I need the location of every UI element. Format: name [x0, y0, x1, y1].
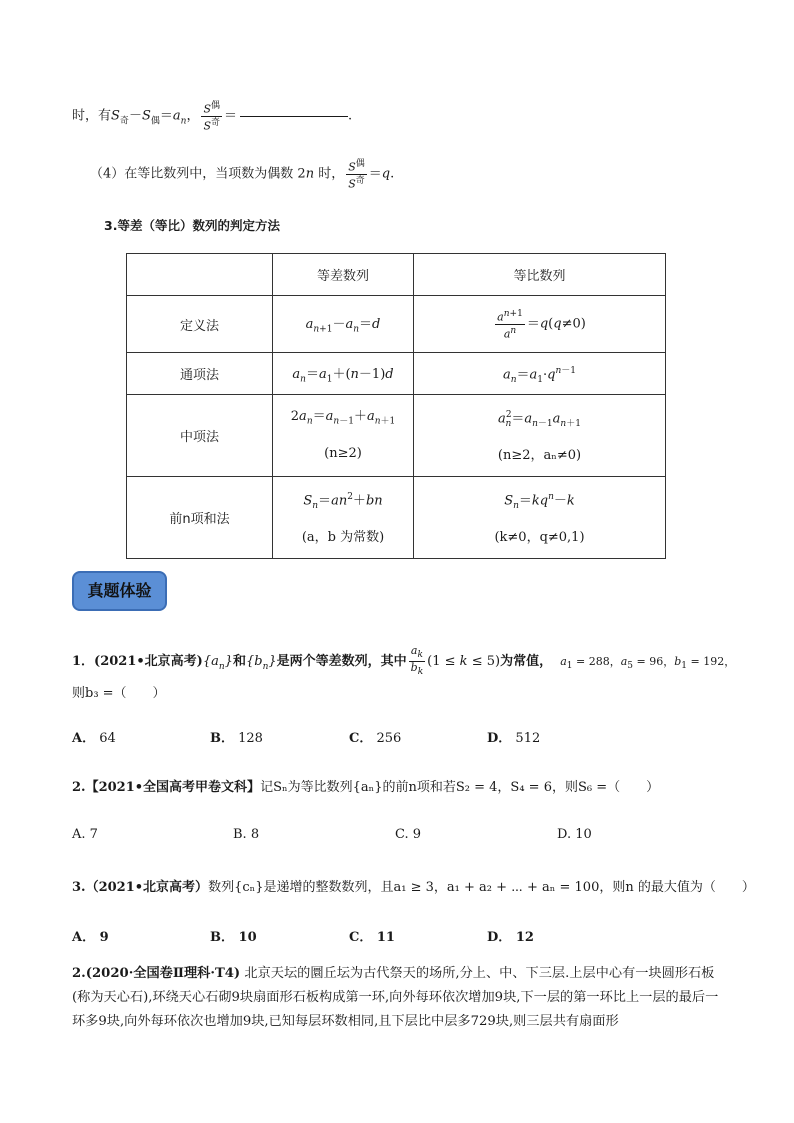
arith-sum: $S_n=an^2+bn$ (a，b 为常数)	[273, 477, 414, 559]
comparison-table	[126, 253, 666, 559]
arith-middle-term: $2a_n=a_{n-1}+a_{n+1}$ (n≥2)	[273, 395, 414, 477]
q3-option-b[interactable]: B． 10	[210, 930, 257, 945]
intro-line-1: 时，有$S_奇-S_偶=a_n$， $\frac{S^偶}{S^奇}$ ＝ .	[72, 101, 353, 133]
geo-sum: $S_n=kq^n-k$ (k≠0，q≠0,1)	[414, 477, 666, 559]
section-3-title: 3.等差（等比）数列的判定方法	[104, 218, 280, 233]
ratio-fraction-2: $\frac{S^偶}{S^奇}$	[348, 159, 365, 191]
blank-line	[240, 116, 348, 117]
table-row: 定义法 $a_{n+1}-a_n=d$ $\frac{a^{n+1}}{a^n}$ ＝q(q≠0)	[127, 296, 666, 353]
question-1-line-2: 则b₃ =（ ）	[72, 686, 166, 701]
q2-option-b[interactable]: B. 8	[233, 827, 260, 842]
ratio-fraction: $\frac{S^偶}{S^奇}$	[203, 101, 221, 133]
header-geo: 等比数列	[414, 254, 666, 296]
table-header-row	[127, 254, 666, 296]
intro-line-2: （4）在等比数列中，当项数为偶数 2n 时， $\frac{S^偶}{S^奇}$ ＝q.	[90, 159, 395, 191]
q3-option-c[interactable]: C． 11	[349, 930, 395, 945]
geo-middle-term: $a^2_n=a_{n-1}a_{n+1}$ (n≥2，aₙ≠0)	[414, 395, 666, 477]
q1-option-a[interactable]: A． 64	[72, 731, 116, 746]
table-row: 中项法 $2a_n=a_{n-1}+a_{n+1}$ (n≥2) $a^2_n=a_{n-1}a_{n+1}$ (n≥2，aₙ≠0)	[127, 395, 666, 477]
q1-option-b[interactable]: B． 128	[210, 731, 263, 746]
question-3: 3.（2021•北京高考）数列{cₙ}是递增的整数数列，且a₁ ≥ 3，a₁ + a₂ + ⋯ + aₙ = 100，则n 的最大值为（ ）	[72, 880, 755, 895]
geo-general-term: $a_n=a_1\cdot q^{n-1}$	[414, 353, 666, 395]
q2-option-a[interactable]: A. 7	[72, 827, 98, 842]
arith-general-term: $a_n=a_1+(n-1)d$	[273, 353, 414, 395]
q2-option-d[interactable]: D. 10	[557, 827, 592, 842]
question-2: 2.【2021•全国高考甲卷文科】记Sₙ为等比数列{aₙ}的前n项和若S₂ = 4，S₄ = 6，则S₆ =（ ）	[72, 780, 660, 795]
q1-option-c[interactable]: C． 256	[349, 731, 402, 746]
question-1: 1．(2021•北京高考)$\{a_n\}$和$\{b_n\}$是两个等差数列，其中 $\frac{a_k}{b_k}$ (1 ≤ k ≤ 5)为常值， $a_1 = 288$，$a_5 = 96$，$b_1 = 192$，	[72, 644, 736, 678]
question-4: 2.(2020·全国卷Ⅱ理科·T4) 北京天坛的圜丘坛为古代祭天的场所,分上、中、下三层.上层中心有一块圆形石板(称为天心石),环绕天心石砌9块扇面形石板构成第一环,向外每环依次增加9块,下一层的第一环比上一层的最后一环多9块,向外每环依次也增加9块,已知每层环数相同,且下层比中层多729块,则三层共有扇面形	[72, 966, 719, 1029]
geo-definition: $\frac{a^{n+1}}{a^n}$ ＝q(q≠0)	[414, 296, 666, 353]
q3-option-d[interactable]: D． 12	[487, 930, 534, 945]
q3-option-a[interactable]: A． 9	[72, 930, 109, 945]
table-row: 通项法 $a_n=a_1+(n-1)d$ $a_n=a_1\cdot q^{n-1}$	[127, 353, 666, 395]
q1-option-d[interactable]: D． 512	[487, 731, 541, 746]
table-row: 前n项和法 $S_n=an^2+bn$ (a，b 为常数) $S_n=kq^n-k$ (k≠0，q≠0,1)	[127, 477, 666, 559]
arith-definition: $a_{n+1}-a_n=d$	[273, 296, 414, 353]
section-badge: 真题体验	[72, 571, 167, 611]
q2-option-c[interactable]: C. 9	[395, 827, 422, 842]
header-arith: 等差数列	[273, 254, 414, 296]
